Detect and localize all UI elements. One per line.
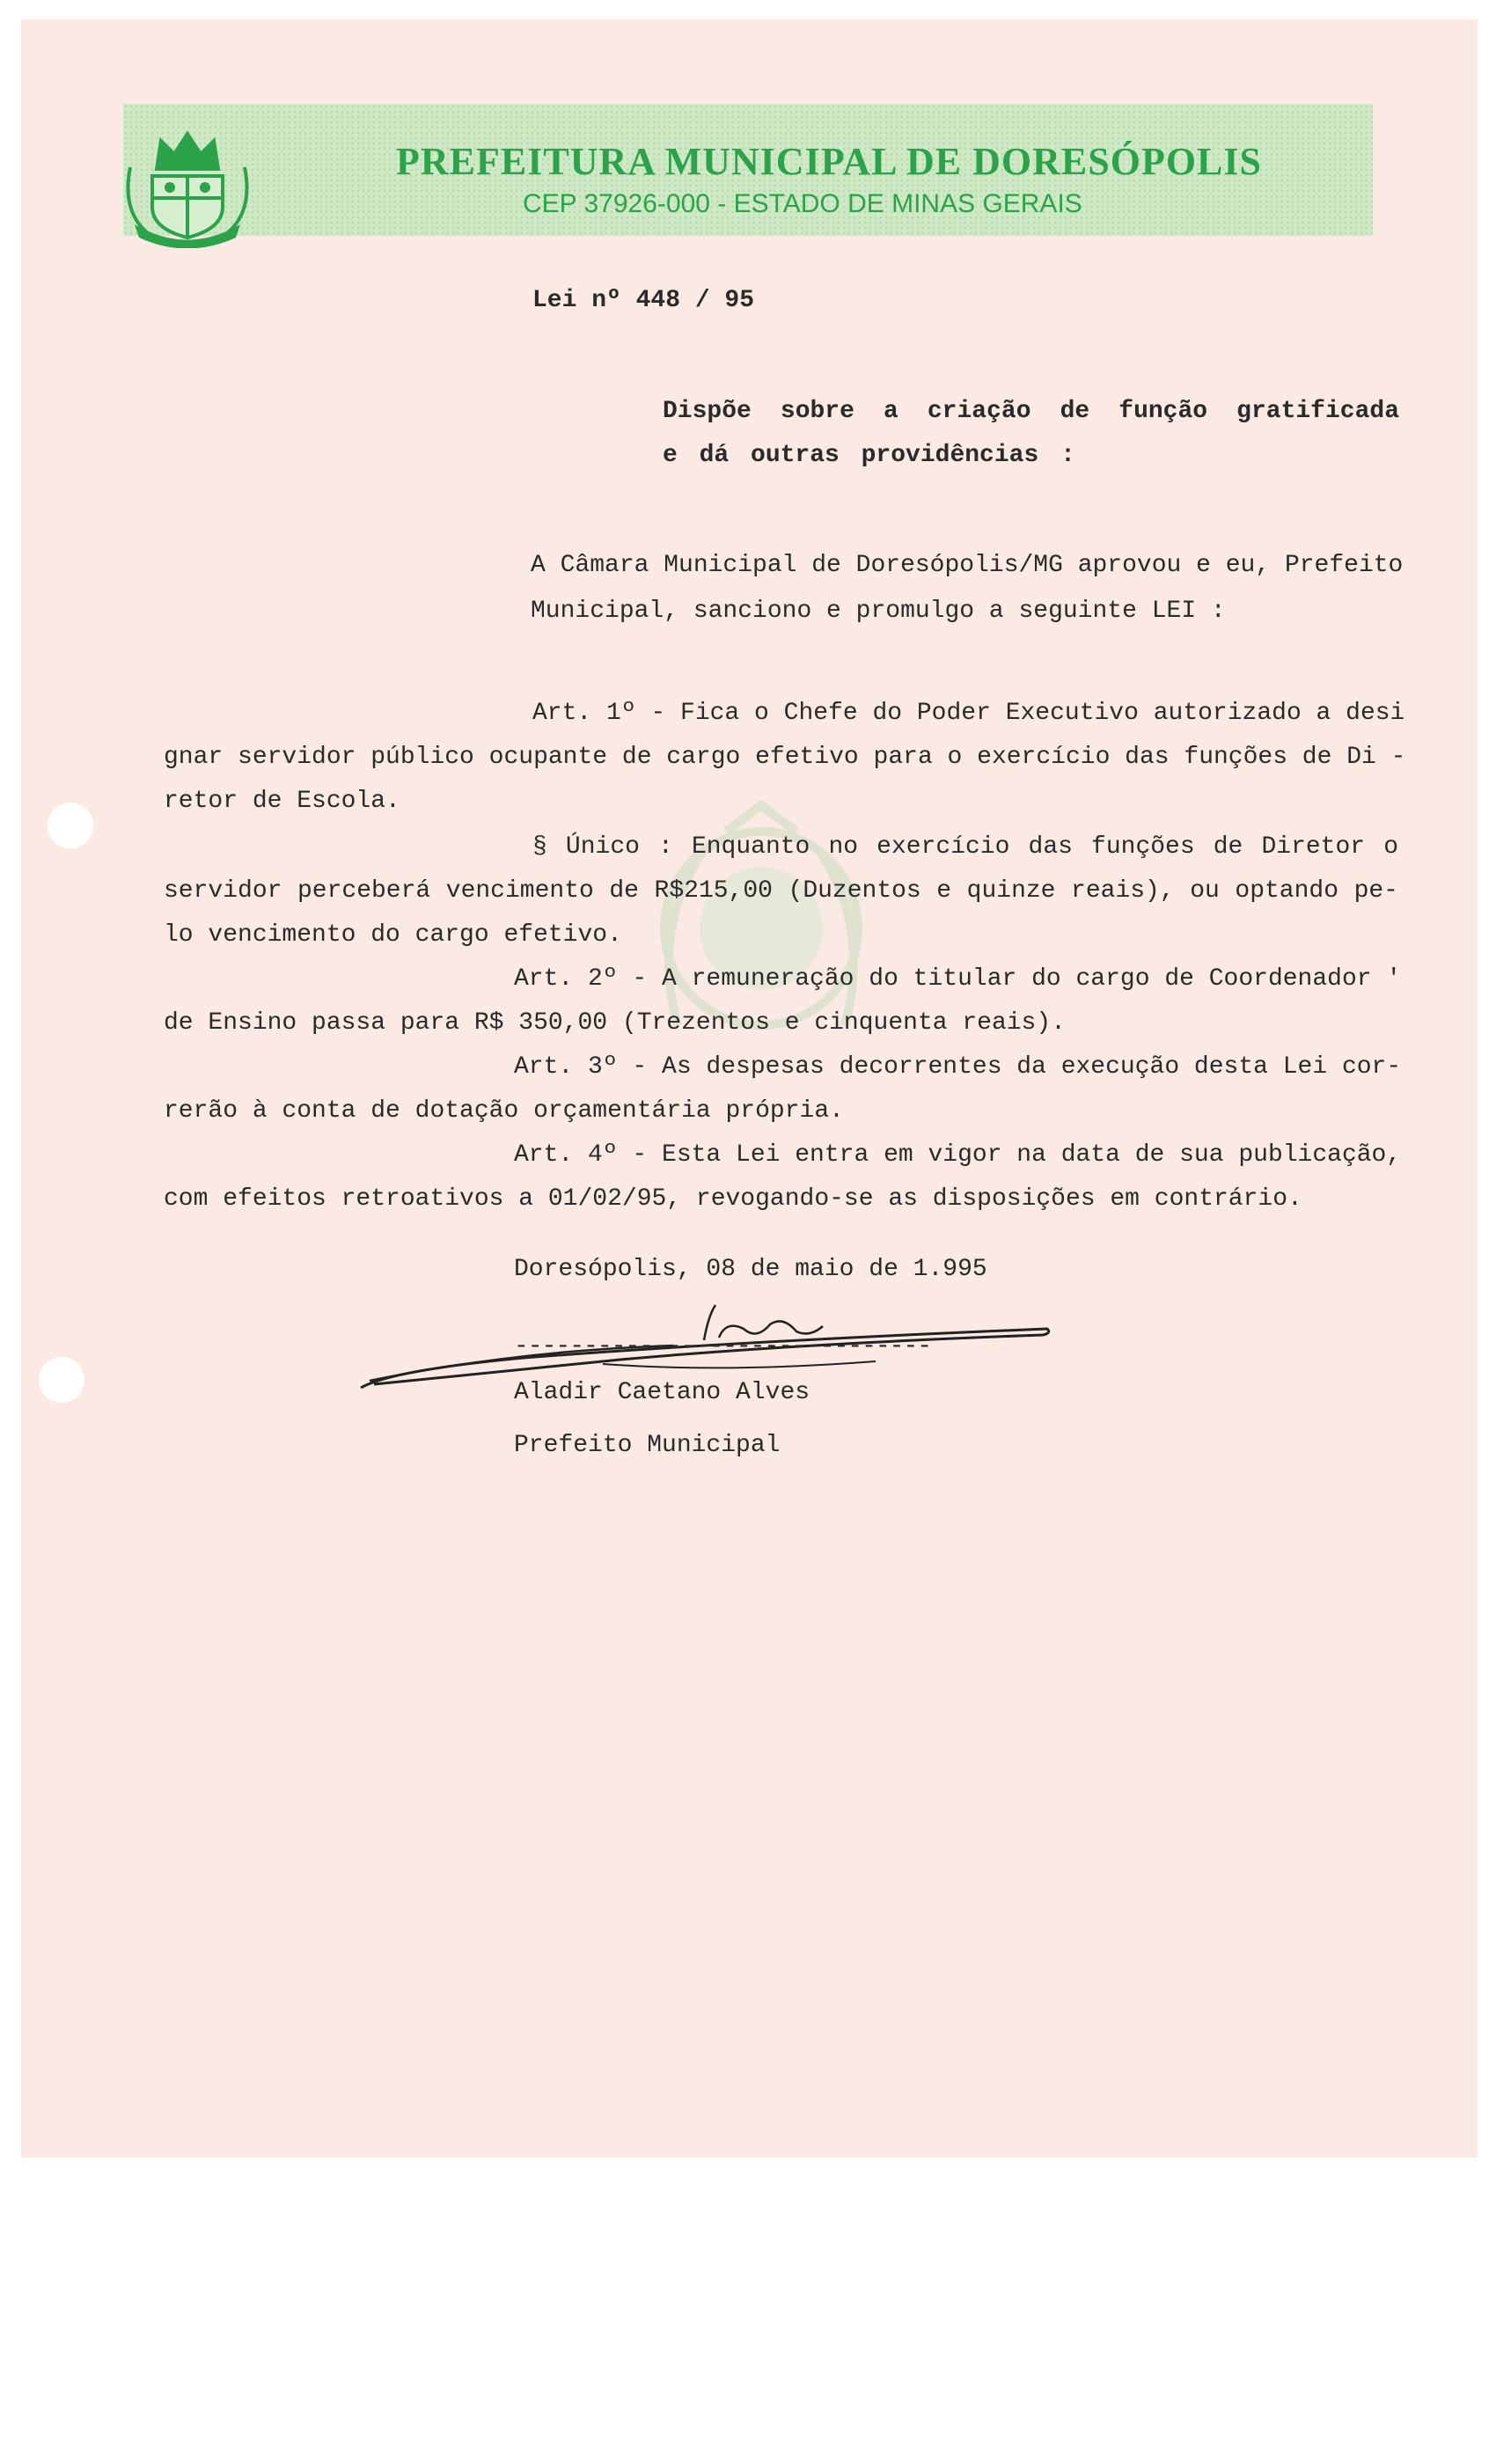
paragraph-unico-line: servidor perceberá vencimento de R$215,00 (Duzentos e quinze reais), ou optando pe-: [164, 877, 1398, 905]
article-4-line: com efeitos retroativos a 01/02/95, revogando-se as disposições em contrário.: [164, 1185, 1302, 1213]
paragraph-unico-line: § Único : Enquanto no exercício das funções de Diretor o: [532, 833, 1398, 861]
paragraph-unico-line: lo vencimento do cargo efetivo.: [164, 921, 622, 949]
article-3-line: Art. 3º - As despesas decorrentes da execução desta Lei cor-: [514, 1053, 1402, 1081]
signer-name: Aladir Caetano Alves: [514, 1379, 810, 1406]
article-3-line: rerão à conta de dotação orçamentária própria.: [164, 1097, 844, 1125]
letterhead-subtitle: CEP 37926-000 - ESTADO DE MINAS GERAIS: [523, 189, 1082, 218]
law-number: Lei nº 448 / 95: [532, 287, 755, 314]
document-page: [21, 19, 1478, 2158]
place-and-date: Doresópolis, 08 de maio de 1.995: [514, 1256, 987, 1283]
article-1-line: retor de Escola.: [164, 788, 400, 815]
article-1-line: gnar servidor público ocupante de cargo efetivo para o exercício das funções de Di -: [164, 744, 1406, 771]
law-summary-line: e dá outras providências :: [663, 442, 1075, 469]
law-summary-line: Dispõe sobre a criação de função gratificada: [663, 398, 1399, 425]
article-4-line: Art. 4º - Esta Lei entra em vigor na data de sua publicação,: [514, 1141, 1402, 1169]
article-1-line: Art. 1º - Fica o Chefe do Poder Executivo autorizado a desi: [532, 700, 1405, 727]
signature-line: ------------------------------: [514, 1333, 932, 1360]
punch-hole: [48, 803, 93, 848]
preamble-line: Municipal, sanciono e promulgo a seguinte LEI :: [531, 598, 1226, 625]
punch-hole: [39, 1357, 84, 1403]
article-2-line: Art. 2º - A remuneração do titular do cargo de Coordenador ': [514, 965, 1402, 993]
article-2-line: de Ensino passa para R$ 350,00 (Trezentos e cinquenta reais).: [164, 1009, 1066, 1037]
letterhead-title: PREFEITURA MUNICIPAL DE DORESÓPOLIS: [396, 140, 1262, 183]
signer-title: Prefeito Municipal: [514, 1432, 781, 1459]
preamble-line: A Câmara Municipal de Doresópolis/MG aprovou e eu, Prefeito: [531, 552, 1404, 579]
coat-of-arms-icon: [113, 114, 262, 248]
